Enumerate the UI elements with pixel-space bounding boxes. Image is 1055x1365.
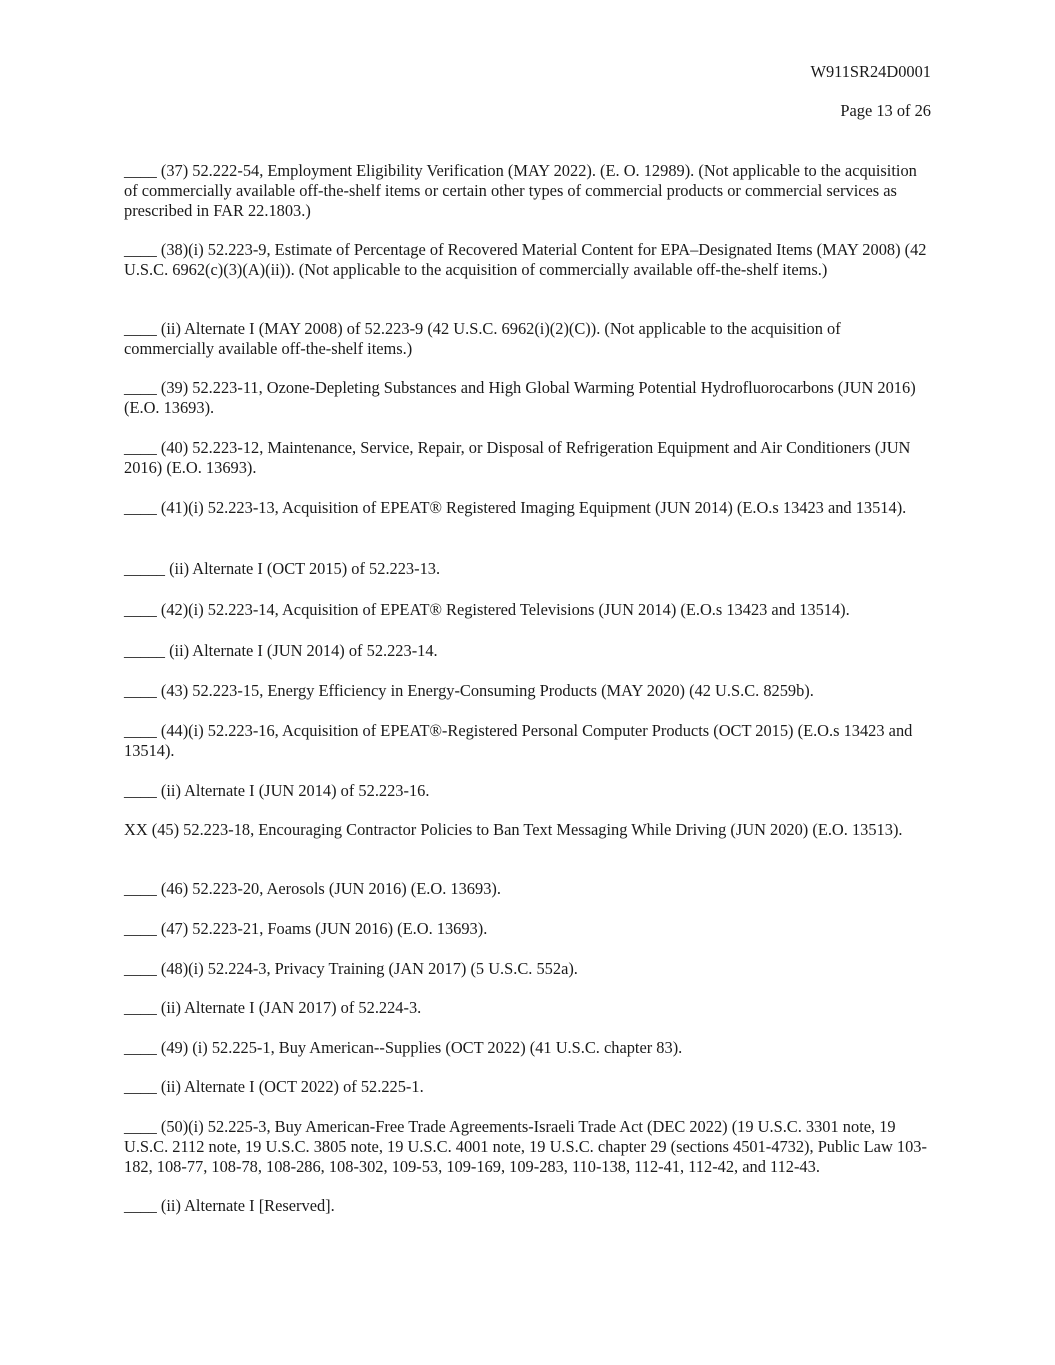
page-number: Page 13 of 26 (840, 101, 931, 120)
clause-49-i: ____ (49) (i) 52.225-1, Buy American--Supplies (OCT 2022) (41 U.S.C. chapter 83). (124, 1038, 683, 1057)
clause-47: ____ (47) 52.223-21, Foams (JUN 2016) (E.O. 13693). (124, 919, 488, 938)
clause-41-i: ____ (41)(i) 52.223-13, Acquisition of EPEAT® Registered Imaging Equipment (JUN 2014) (E.O.s 13423 and 13514). (124, 498, 907, 517)
clause-38-ii: ____ (ii) Alternate I (MAY 2008) of 52.223-9 (42 U.S.C. 6962(i)(2)(C)). (Not applicable to the acquisition of commercially available off-the-shelf items.) (124, 319, 841, 358)
clause-50-i: ____ (50)(i) 52.225-3, Buy American-Free Trade Agreements-Israeli Trade Act (DEC 2022) (19 U.S.C. 3301 note, 19 U.S.C. 2112 note, 19 U.S.C. 3805 note, 19 U.S.C. 4001 note, 19 U.S.C. chapter 29 (sections 4501-4732), Public Law 103-182, 108-77, 108-78, 108-286, 108-302, 109-53, 109-169, 109-283, 110-138, 112-41, 112-42, and 112-43. (124, 1117, 927, 1176)
clause-46: ____ (46) 52.223-20, Aerosols (JUN 2016) (E.O. 13693). (124, 879, 501, 898)
clause-45: XX (45) 52.223-18, Encouraging Contractor Policies to Ban Text Messaging While Driving (JUN 2020) (E.O. 13513). (124, 820, 903, 839)
clause-48-ii: ____ (ii) Alternate I (JAN 2017) of 52.224-3. (124, 998, 422, 1017)
clause-38-i: ____ (38)(i) 52.223-9, Estimate of Percentage of Recovered Material Content for EPA–Designated Items (MAY 2008) (42 U.S.C. 6962(c)(3)(A)(ii)). (Not applicable to the acquisition of commercially available off-the-shelf items.) (124, 240, 927, 279)
clause-43: ____ (43) 52.223-15, Energy Efficiency in Energy-Consuming Products (MAY 2020) (42 U.S.C. 8259b). (124, 681, 814, 700)
clause-42-i: ____ (42)(i) 52.223-14, Acquisition of EPEAT® Registered Televisions (JUN 2014) (E.O.s 13423 and 13514). (124, 600, 850, 619)
document-number: W911SR24D0001 (810, 62, 931, 81)
clause-39: ____ (39) 52.223-11, Ozone-Depleting Substances and High Global Warming Potential Hydrofluorocarbons (JUN 2016) (E.O. 13693). (124, 378, 916, 417)
clause-42-ii: _____ (ii) Alternate I (JUN 2014) of 52.223-14. (124, 641, 438, 660)
clause-44-ii: ____ (ii) Alternate I (JUN 2014) of 52.223-16. (124, 781, 430, 800)
clause-37: ____ (37) 52.222-54, Employment Eligibility Verification (MAY 2022). (E. O. 12989). (Not applicable to the acquisition of commercially available off-the-shelf items or certain other types of commercial products or commercial services as prescribed in FAR 22.1803.) (124, 161, 917, 220)
clause-49-ii: ____ (ii) Alternate I (OCT 2022) of 52.225-1. (124, 1077, 424, 1096)
clause-40: ____ (40) 52.223-12, Maintenance, Service, Repair, or Disposal of Refrigeration Equipment and Air Conditioners (JUN 2016) (E.O. 13693). (124, 438, 911, 477)
clause-44-i: ____ (44)(i) 52.223-16, Acquisition of EPEAT®-Registered Personal Computer Products (OCT 2015) (E.O.s 13423 and 13514). (124, 721, 913, 760)
clause-50-ii: ____ (ii) Alternate I [Reserved]. (124, 1196, 335, 1215)
clause-48-i: ____ (48)(i) 52.224-3, Privacy Training (JAN 2017) (5 U.S.C. 552a). (124, 959, 578, 978)
clause-41-ii: _____ (ii) Alternate I (OCT 2015) of 52.223-13. (124, 559, 441, 578)
